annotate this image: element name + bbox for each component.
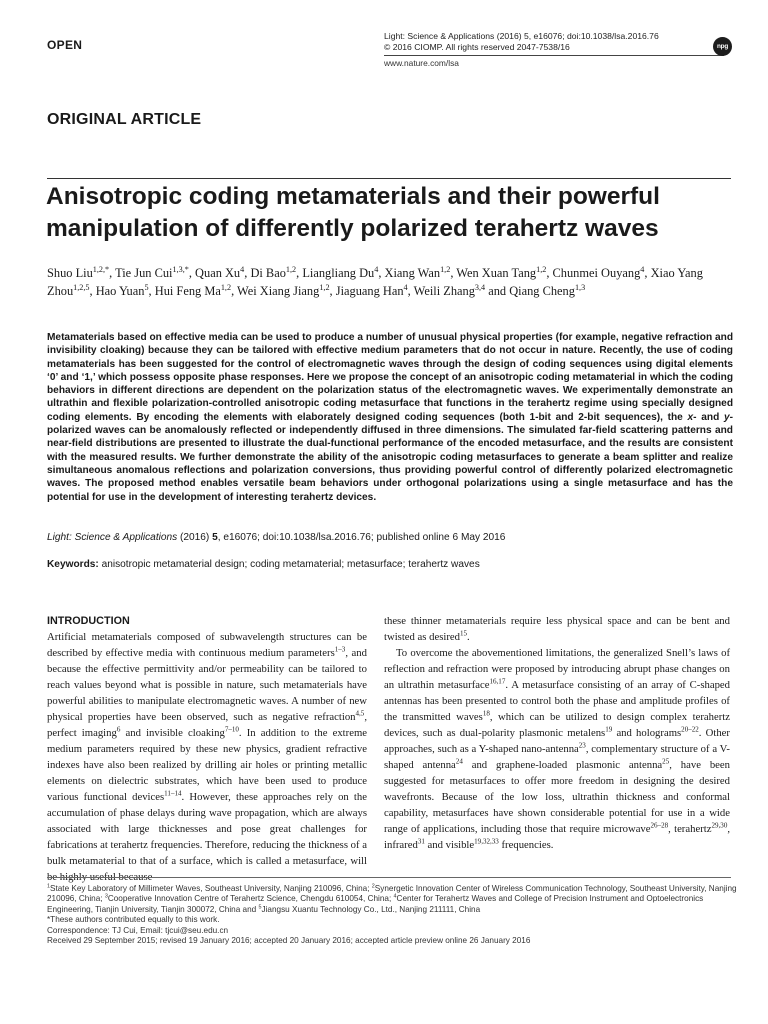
author-affiliation: 4 <box>403 282 408 292</box>
citation-line <box>47 531 737 544</box>
author-separator: , <box>89 283 96 298</box>
footnote-divider <box>47 877 731 878</box>
correspondence: Correspondence: TJ Cui, Email: tjcui@seu.edu.cn <box>47 925 229 935</box>
reference-superscript: 19,32,33 <box>474 837 499 846</box>
author-affiliation: 4 <box>240 264 245 274</box>
journal-info <box>384 31 659 52</box>
author-name: Weili Zhang <box>413 283 475 298</box>
body-text: , which can be utilized to design complex terahertz devices, such as dual-polarity plasmonic metalens <box>384 711 730 739</box>
author-name: Wen Xuan Tang <box>456 266 537 280</box>
reference-superscript: 19 <box>605 725 613 734</box>
body-text: these thinner metamaterials require less physical space and can be bent and twisted as desired <box>384 615 730 643</box>
intro-paragraph-1 <box>47 629 367 885</box>
keywords-text: anisotropic metamaterial design; coding metamaterial; metasurface; terahertz waves <box>98 559 480 570</box>
npg-logo: npg <box>713 37 732 56</box>
body-text: , perfect imaging <box>47 711 367 739</box>
body-text: State Key Laboratory of Millimeter Waves, Southeast University, Nanjing 210096, China; <box>50 884 372 893</box>
title-divider <box>47 178 731 179</box>
reference-superscript: 20–22 <box>681 725 699 734</box>
author-name: Tie Jun Cui <box>115 266 173 280</box>
author-affiliation: 1,2 <box>440 264 451 274</box>
body-text: Cooperative Innovation Centre of Terahertz Science, Chengdu 610054, China; <box>107 894 394 904</box>
reference-superscript: 4,5 <box>355 709 365 718</box>
author-affiliation: 1,2 <box>319 282 330 292</box>
body-text: , and because the effective permittivity and/or permeability can be tailored to reach values beyond what is possible in nature, such metamaterials have powerful abilities to manipulate electromagnetic waves. A number of new physical properties have been observed, such as negative refraction <box>47 647 367 723</box>
author-separator: , <box>244 266 251 280</box>
body-text: , terahertz <box>668 823 712 835</box>
author-name: Xiang Wan <box>384 266 441 280</box>
reference-superscript: 31 <box>417 837 425 846</box>
reference-superscript: 23 <box>578 741 586 750</box>
abstract-x-symbol: x <box>687 411 694 423</box>
reference-superscript: 4 <box>393 893 397 900</box>
author-separator: , <box>109 266 116 280</box>
reference-superscript: 5 <box>258 904 262 911</box>
author-affiliation: 1,2,* <box>92 264 110 274</box>
keywords-label: Keywords: <box>47 559 99 570</box>
reference-superscript: 2 <box>371 883 375 890</box>
body-text: . In addition to the extreme medium parameters required by these new physics, gradient refractive indexes have also been realized by drilling air holes or printing metallic elements on dielectric substrates, which have been used to produce various functional devices <box>47 727 367 803</box>
body-text: Jiangsu Xuantu Technology Co., Ltd., Nanjing 211111, China <box>261 904 481 914</box>
reference-superscript: 15 <box>459 629 468 638</box>
introduction-heading: INTRODUCTION <box>47 615 130 627</box>
author-name: Di Bao <box>250 266 286 280</box>
author-separator: , <box>407 283 414 298</box>
reference-superscript: 3 <box>104 893 108 900</box>
author-name: Qiang Cheng <box>509 283 575 298</box>
reference-superscript: 6 <box>116 725 121 734</box>
article-title: Anisotropic coding metamaterials and their powerful manipulation of differently polarized terahertz waves <box>46 183 660 242</box>
author-affiliation: 4 <box>374 264 379 274</box>
author-affiliation: 1,3 <box>574 282 586 292</box>
author-affiliation: 1,2 <box>220 282 232 292</box>
author-name: Xiao Yang Zhou <box>47 266 703 298</box>
author-separator: , <box>329 283 336 298</box>
footnotes <box>47 884 737 946</box>
author-affiliation: 1,2 <box>536 264 547 274</box>
author-name: Chunmei Ouyang <box>552 266 641 280</box>
author-name: Jiaguang Han <box>335 283 404 298</box>
body-column-right <box>384 613 730 853</box>
author-name: Hao Yuan <box>95 283 145 298</box>
reference-superscript: 1–3 <box>334 645 346 654</box>
reference-superscript: 11–14 <box>164 789 182 798</box>
citation-volume: 5 <box>212 532 218 543</box>
author-separator: , <box>188 266 196 280</box>
reference-superscript: 16,17 <box>489 677 506 686</box>
citation-rest: , e16076; doi:10.1038/lsa.2016.76; published online 6 May 2016 <box>217 532 506 543</box>
body-text: . A metasurface consisting of an array of C-shaped antennas has been presented to control both the phase and amplitude profiles of the transmitted waves <box>384 679 731 723</box>
author-affiliation: 1,2 <box>285 264 297 274</box>
body-text: To overcome the abovementioned limitations, the generalized Snell’s laws of reflection and refraction were proposed by introducing abrupt phase changes on an ultrathin metasurface <box>384 647 730 691</box>
body-text: , infrared <box>384 823 731 851</box>
reference-superscript: 29,30 <box>711 821 728 830</box>
author-list <box>47 265 737 300</box>
author-separator: , <box>296 266 303 280</box>
abstract-text-1: Metamaterials based on effective media can be used to produce a number of unusual physical properties (for example, negative refraction and invisibility cloaking) because they can be tailored with effective medium parameters that do not occur in nature. Recently, the use of coding metamaterials has been suggested for the control of electromagnetic waves through the design of coding sequences using digital elements ‘0’ and ‘1,’ which possess opposite phase responses. Here we propose the concept of an anisotropic coding metamaterial in which the coding behaviors in different directions are dependent on the polarization status of the electromagnetic waves. We experimentally demonstrate an ultrathin and flexible polarization-controlled anisotropic coding metasurface that functions in the terahertz regime using specially designed coding elements. By encoding the elements with elaborately designed coding sequences (both 1-bit and 2-bit sequences), the <box>47 332 733 423</box>
equal-contribution-note: *These authors contributed equally to this work. <box>47 915 220 925</box>
body-text: . However, these approaches rely on the accumulation of phase delays during wave propagation, which are always associated with large thicknesses and pose great challenges for fabrications at terahertz frequencies. Therefore, reducing the thickness of a bulk metamaterial to that of a surface, which is called a metasurface, will be highly useful because <box>47 791 367 883</box>
body-text: frequencies. <box>498 839 554 851</box>
body-text: and holograms <box>612 727 682 739</box>
author-separator: , <box>231 283 238 298</box>
reference-superscript: 25 <box>662 757 670 766</box>
reference-superscript: 1 <box>47 883 51 890</box>
body-text: and invisible cloaking <box>120 727 225 739</box>
citation-year: (2016) <box>177 532 213 543</box>
reference-superscript: 7–10 <box>224 725 239 734</box>
author-name: Hui Feng Ma <box>154 283 221 298</box>
affiliations <box>47 884 737 915</box>
section-label: ORIGINAL ARTICLE <box>47 111 202 128</box>
author-separator: , <box>450 266 457 280</box>
abstract-y-symbol: y <box>723 411 730 423</box>
author-separator: and <box>485 283 510 298</box>
author-name: Quan Xu <box>195 266 241 280</box>
author-affiliation: 5 <box>144 282 149 292</box>
author-affiliation: 1,2,5 <box>73 282 90 292</box>
author-name: Liangliang Du <box>302 266 375 280</box>
intro-paragraph-1-continued <box>384 613 730 645</box>
author-name: Wei Xiang Jiang <box>237 283 320 298</box>
reference-superscript: 18 <box>482 709 490 718</box>
body-text: Synergetic Innovation Center of Wireless Communication Technology, Southeast University, Nanjing 210096, China; <box>47 884 737 904</box>
body-text: . <box>467 631 470 643</box>
abstract <box>47 331 733 504</box>
intro-paragraph-2 <box>384 645 730 853</box>
body-column-left <box>47 629 367 885</box>
author-separator: , <box>546 266 553 280</box>
journal-url-link[interactable]: www.nature.com/lsa <box>384 58 459 68</box>
citation-journal: Light: Science & Applications <box>47 532 178 543</box>
author-separator: , <box>148 283 155 298</box>
journal-citation-line: Light: Science & Applications (2016) 5, e16076; doi:10.1038/lsa.2016.76 <box>384 31 659 41</box>
open-access-label: OPEN <box>47 38 83 52</box>
body-text: . Other approaches, such as a Y-shaped nano-antenna <box>384 727 730 755</box>
body-text: , have been suggested for metasurfaces to offer more freedom in designing the desired wavefronts. Because of the low loss, ultrathin thickness and conformal capability, metasurfaces have shown considerable potential for use in a wide range of applications, including those that require microwave <box>384 759 730 835</box>
author-affiliation: 3,4 <box>474 282 486 292</box>
author-name: Shuo Liu <box>47 266 93 280</box>
received-dates: Received 29 September 2015; revised 19 January 2016; accepted 20 January 2016; accepted article preview online 26 January 2016 <box>47 936 531 946</box>
body-text: Center for Terahertz Waves and College of Precision Instrument and Optoelectronics Engineering, Tianjin University, Tianjin 300072, China and <box>47 894 704 914</box>
keywords <box>47 559 737 570</box>
abstract-text-2: - and <box>693 411 724 423</box>
body-text: , complementary structure of a V-shaped antenna <box>384 743 730 771</box>
header-divider <box>384 55 724 56</box>
reference-superscript: 24 <box>455 757 463 766</box>
abstract-text-3: -polarized waves can be anomalously reflected or independently diffused in three dimensions. The simulated far-field scattering patterns and near-field distributions are presented to illustrate the dual-functional performance of the encoded metasurface, and the results are consistent with the measured results. We further demonstrate the ability of the anisotropic coding metasurfaces to generate a beam splitter and realize simultaneous anomalous reflections and polarization conversions, thus providing powerful control of differently polarized electromagnetic waves. The proposed method enables versatile beam behaviors under orthogonal polarizations using a single metasurface and has the potential for use in the development of interesting terahertz devices. <box>47 411 733 503</box>
author-affiliation: 1,3,* <box>172 264 189 274</box>
reference-superscript: 26–28 <box>650 821 669 830</box>
body-text: and visible <box>424 839 475 851</box>
author-separator: , <box>378 266 385 280</box>
copyright-line: © 2016 CIOMP. All rights reserved 2047-7538/16 <box>384 41 570 52</box>
body-text: and graphene-loaded plasmonic antenna <box>462 759 663 771</box>
author-affiliation: 4 <box>640 264 645 274</box>
author-separator: , <box>644 266 651 280</box>
body-text: Artificial metamaterials composed of subwavelength structures can be described by effective media with continuous medium parameters <box>47 631 367 659</box>
